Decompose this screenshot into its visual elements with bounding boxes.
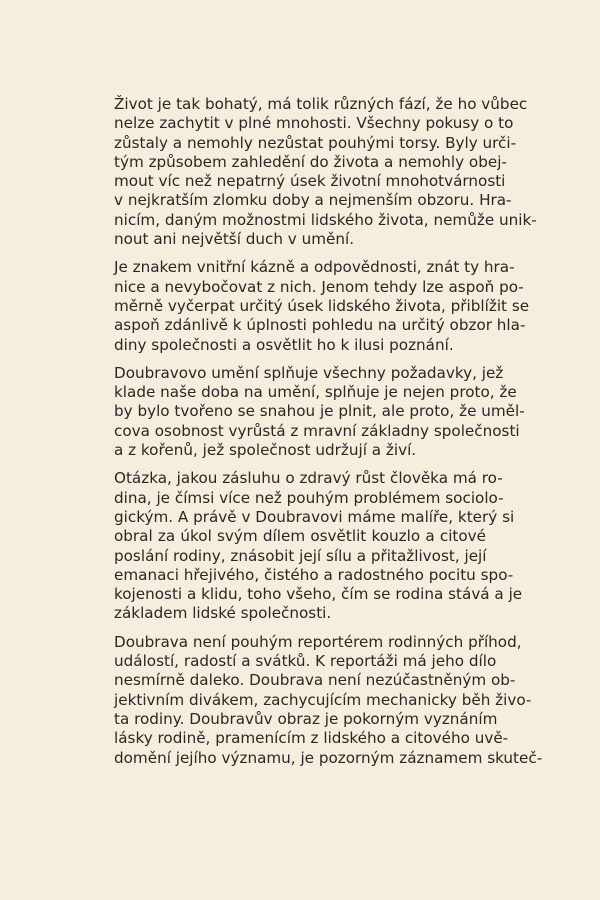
text-line: v nejkratším zlomku doby a nejmenším obzoru. Hra- [114,191,512,210]
text-line: Otázka, jakou zásluhu o zdravý růst člověka má ro- [114,469,503,488]
text-line: cova osobnost vyrůstá z mravní základny společnosti [114,421,520,440]
paragraph [114,95,537,249]
text-line: nout ani největší duch v umění. [114,230,355,249]
text-line: nelze zachytit v plné mnohosti. Všechny pokusy o to [114,114,514,133]
text-line: by bylo tvořeno se snahou je plnit, ale proto, že uměl- [114,402,525,421]
text-line: mout víc než nepatrný úsek životní mnohotvárnosti [114,172,506,191]
text-line: poslání rodiny, znásobit její sílu a přitažlivost, její [114,546,487,565]
text-line: emanaci hřejivého, čistého a radostného pocitu spo- [114,565,514,584]
text-line: domění jejího významu, je pozorným záznamem skuteč- [114,748,543,767]
text-line: měrně vyčerpat určitý úsek lidského života, přiblížit se [114,296,530,315]
body-text [114,95,543,777]
paragraph [114,258,530,354]
text-line: nesmírně daleko. Doubrava není nezúčastněným ob- [114,671,516,690]
text-line: diny společnosti a osvětlit ho k ilusi poznání. [114,335,454,354]
text-line: ta rodiny. Doubravův obraz je pokorným vyznáním [114,709,498,728]
text-line: aspoň zdánlivě k úplnosti pohledu na určitý obzor hla- [114,316,526,335]
text-line: Život je tak bohatý, má tolik různých fází, že ho vůbec [114,95,528,113]
text-line: Je znakem vnitřní kázně a odpovědnosti, znát ty hra- [114,258,515,277]
text-line: zůstaly a nemohly nezůstat pouhými torsy. Byly urči- [114,133,517,152]
paragraph [114,632,543,768]
text-line: kojenosti a klidu, toho všeho, čím se rodina stává a je [114,585,523,604]
text-line: gickým. A právě v Doubravovi máme malíře, který si [114,507,515,526]
text-line: událostí, radostí a svátků. K reportáži má jeho dílo [114,652,497,671]
paragraph [114,469,523,623]
text-line: obral za úkol svým dílem osvětlit kouzlo a citové [114,527,486,546]
text-line: Doubravovo umění splňuje všechny požadavky, jež [114,363,504,382]
text-line: lásky rodině, pramenícím z lidského a citového uvě- [114,729,509,748]
text-line: a z kořenů, jež společnost udržují a živí. [114,441,417,460]
text-line: základem lidské společnosti. [114,604,332,623]
text-line: nice a nevybočovat z nich. Jenom tehdy lze aspoň po- [114,277,524,296]
text-line: nicím, daným možnostmi lidského života, nemůže unik- [114,210,537,229]
text-line: klade naše doba na umění, splňuje je nejen proto, že [114,383,517,402]
text-line: tým způsobem zahledění do života a nemohly obej- [114,152,507,171]
paragraph [114,363,525,460]
text-line: dina, je čímsi více než pouhým problémem sociolo- [114,488,504,507]
text-line: jektivním divákem, zachycujícím mechanicky běh živo- [114,690,532,709]
text-line: Doubrava není pouhým reportérem rodinných příhod, [114,632,522,651]
